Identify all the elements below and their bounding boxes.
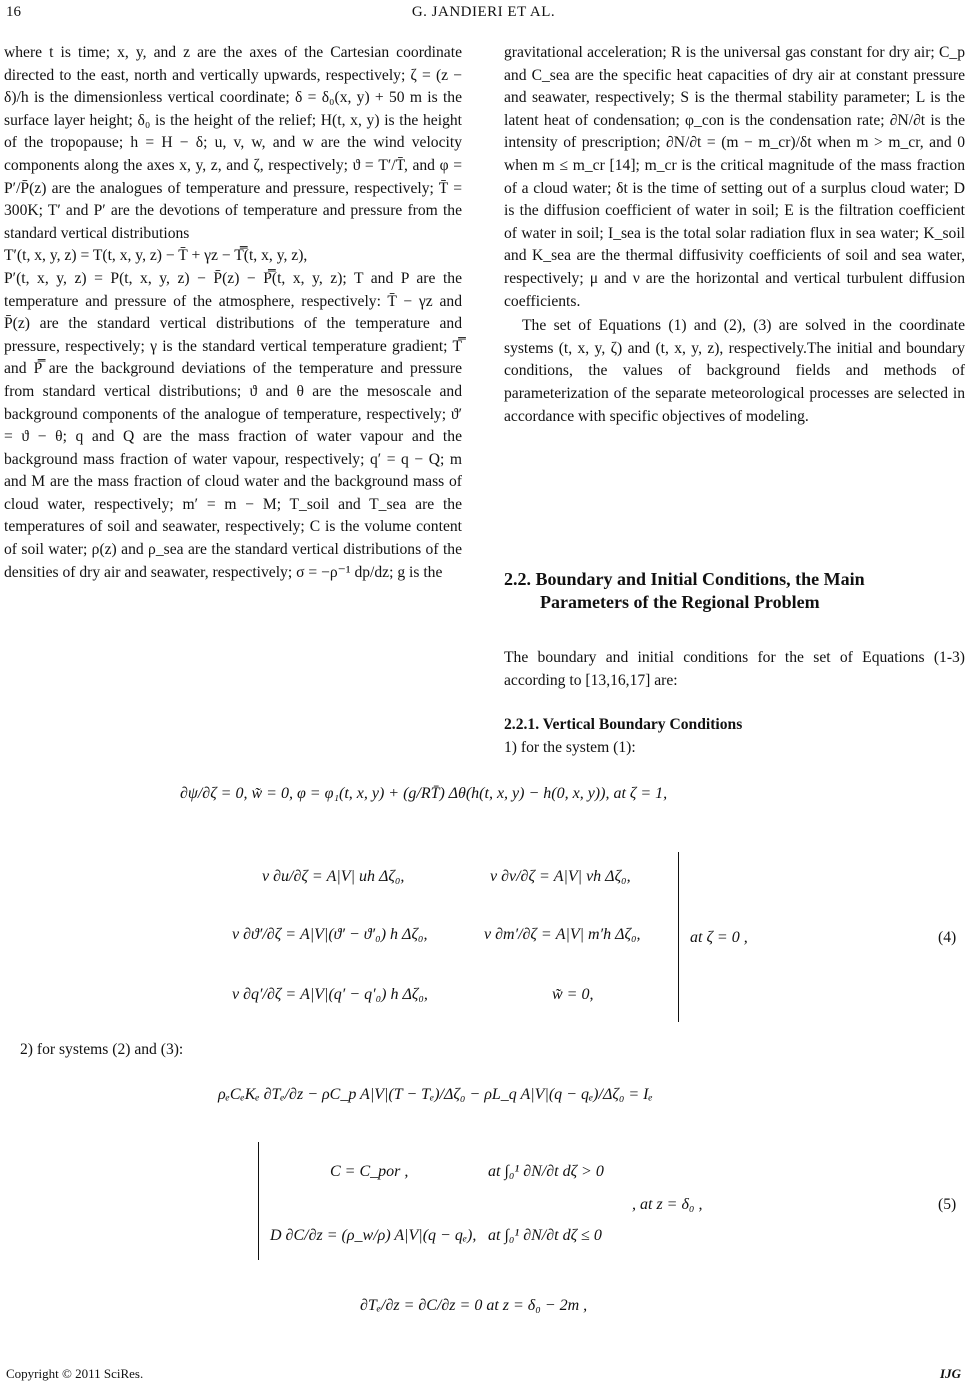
system-1-label: 1) for the system (1):: [504, 739, 636, 756]
left-paragraph-1: where t is time; x, y, and z are the axes of the Cartesian coordinate directed to the east, north and vertically upwards, respectively; ζ = (z − δ)/h is the dimensionless vertical coordinate; δ = δ₀(x, y) + 50 m is the surface layer height; δ₀ is the height of the relief; H(t, x, y) is the height of the tropopause; h = H − δ; u, v, w, and w are the wind velocity components along the axes x, y, z, and ζ, respectively; ϑ = T′/T̄, and φ = P′/P̄(z) are the analogues of temperature and pressure, respectively; T̄ = 300K; T′ and P′ are the devotions of temperature and pressure from the standard vertical distributions: [4, 44, 462, 242]
copyright-text: Copyright © 2011 SciRes.: [6, 1366, 144, 1381]
eq5-case-2: D ∂C/∂z = (ρ_w/ρ) A|V|(q − qₑ),: [270, 1227, 477, 1244]
eq4-row3-left: ν ∂q′/∂ζ = A|V|(q′ − q′₀) h Δζ₀,: [232, 986, 428, 1003]
equation-number-5: (5): [938, 1196, 957, 1213]
section-title-line-2: Parameters of the Regional Problem: [540, 592, 820, 612]
eq5-case-1-condition: at ∫₀¹ ∂N/∂t dζ > 0: [488, 1163, 604, 1180]
eq4-condition: at ζ = 0 ,: [690, 929, 748, 946]
journal-abbrev: IJG: [940, 1366, 961, 1381]
right-paragraph-2: The set of Equations (1) and (2), (3) are solved in the coordinate systems (t, x, y, ζ) and (t, x, y, z), respectively.The initial and boundary conditions, the values of background fields and methods of parameterization of the separate meteorological processes are selected in accordance with specific objectives of modeling.: [504, 317, 965, 425]
eq4-row2-right: ν ∂m′/∂ζ = A|V| m′h Δζ₀,: [484, 926, 641, 943]
eq5-left-brace: [258, 1142, 267, 1260]
page-footer: [6, 1366, 961, 1382]
page-header: [0, 2, 967, 26]
running-authors: G. JANDIERI ET AL.: [411, 4, 556, 20]
eq5-case-2-condition: at ∫₀¹ ∂N/∂t dζ ≤ 0: [488, 1227, 602, 1244]
eq4-row1-left: ν ∂u/∂ζ = A|V| uh Δζ₀,: [262, 868, 405, 885]
eq5-case-1: C = C_por ,: [330, 1163, 409, 1180]
eq5-condition: , at z = δ₀ ,: [632, 1196, 703, 1213]
eq5-surface-balance: ρₑCₑKₑ ∂Tₑ/∂z − ρC_p A|V|(T − Tₑ)/Δζ₀ − ρL_q A|V|(q − qₑ)/Δζ₀ = Iₑ: [218, 1086, 653, 1103]
eq4-row3-right: w̃ = 0,: [552, 986, 594, 1003]
section-title-line-1: 2.2. Boundary and Initial Conditions, the Main: [504, 569, 865, 589]
equation-number-4: (4): [938, 929, 957, 946]
eq4-row2-left: ν ∂ϑ′/∂ζ = A|V|(ϑ′ − ϑ′₀) h Δζ₀,: [232, 926, 428, 943]
left-equation-T-prime: T′(t, x, y, z) = T(t, x, y, z) − T̄ + γz − T̿(t, x, y, z),: [4, 247, 308, 265]
subsection-heading: 2.2.1. Vertical Boundary Conditions: [504, 716, 743, 733]
eq5-bottom-boundary: ∂Tₑ/∂z = ∂C/∂z = 0 at z = δ₀ − 2m ,: [360, 1297, 588, 1314]
section-heading: [504, 568, 965, 614]
eq4-row1-right: ν ∂v/∂ζ = A|V| vh Δζ₀,: [490, 868, 631, 885]
left-column: [4, 42, 462, 584]
page-number: 16: [6, 4, 21, 20]
right-paragraph-1: gravitational acceleration; R is the universal gas constant for dry air; C_p and C_sea are the specific heat capacities of dry air at constant pressure and seawater, respectively; S is the thermal stability parameter; L is the latent heat of condensation; φ_con is the condensation rate; ∂N/∂t is the intensity of prescription; ∂N/∂t = (m − m_cr)/δt when m > m_cr, and 0 when m ≤ m_cr [14]; m_cr is the critical magnitude of the mass fraction of a cloud water; δt is the time of setting out of a surplus cloud water; D is the diffusion coefficient of water in soil; E is the filtration coefficient of water in soil; I_sea is the total solar radiation flux in sea water; K_soil and K_sea are the thermal diffusivity coefficients of soil and sea water, respectively; μ and ν are the horizontal and vertical turbulent diffusion coefficients.: [504, 44, 965, 310]
system-2-label: 2) for systems (2) and (3):: [20, 1041, 184, 1058]
equation-top-boundary: ∂ψ/∂ζ = 0, w̃ = 0, φ = φ₁(t, x, y) + (g/RT̄) Δθ(h(t, x, y) − h(0, x, y)), at ζ = 1,: [180, 785, 668, 802]
section-intro: The boundary and initial conditions for the set of Equations (1-3) according to [13,16,17] are:: [504, 649, 965, 689]
right-column: [504, 42, 965, 428]
eq4-right-brace: [670, 852, 679, 1022]
left-paragraph-2: P′(t, x, y, z) = P(t, x, y, z) − P̄(z) − P̿(t, x, y, z); T and P are the temperature and pressure of the atmosphere, respectively: T̄ − γz and P̄(z) are the standard vertical distributions of the temperature and pressure, respectively; γ is the standard vertical temperature gradient; T̿ and P̿ are the background deviations of the temperature and pressure from standard vertical distributions; ϑ and θ are the mesoscale and background components of the analogue of temperature, respectively; ϑ′ = ϑ − θ; q and Q are the mass fraction of water vapour and the background mass fraction of water vapour, respectively; q′ = q − Q; m and M are the mass fraction of cloud water and the background mass of cloud water, respectively; m′ = m − M; T_soil and T_sea are the temperatures of soil and seawater, respectively; C is the volume content of soil water; ρ(z) and ρ_sea are the standard vertical distributions of the densities of dry air and seawater, respectively; σ = −ρ⁻¹ dp/dz; g is the: [4, 269, 462, 581]
